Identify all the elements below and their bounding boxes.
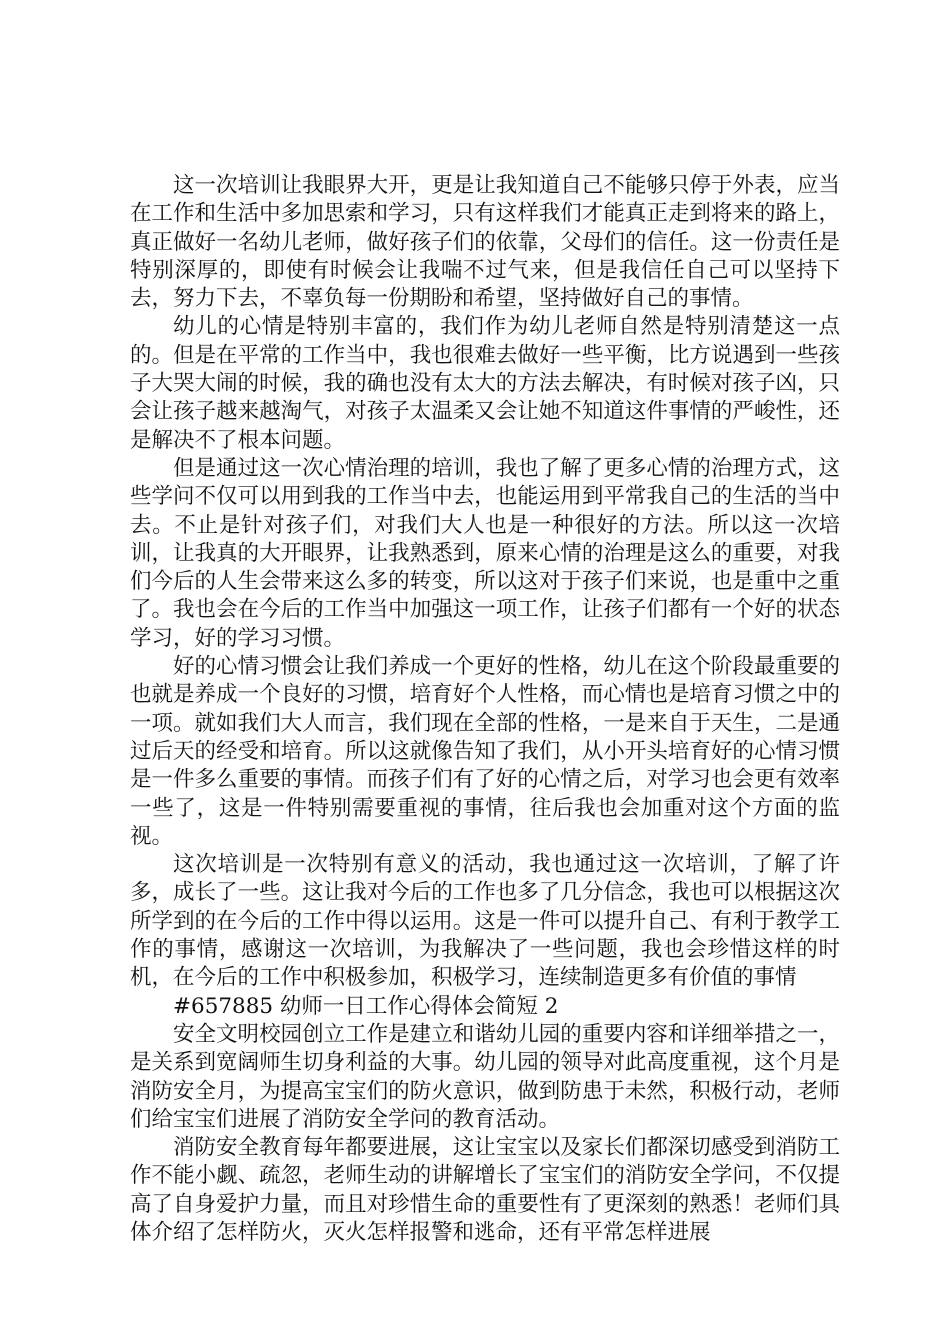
section-heading: #657885 幼师一日工作心得体会简短 2 xyxy=(173,993,559,1019)
paragraph-fire-education: 消防安全教育每年都要进展，这让宝宝以及家长们都深切感受到消防工作不能小觑、疏忽，老师生动的讲解增长了宝宝们的消防安全学问，不仅提高了自身爱护力量，而且对珍惜生命的重要性有了更深刻的熟悉！老师们具体介绍了怎样防火，灭火怎样报警和逃命，还有平常怎样进展 xyxy=(130,1135,840,1245)
paragraph-training-horizons: 这一次培训让我眼界大开，更是让我知道自己不能够只停于外表，应当在工作和生活中多加思索和学习，只有这样我们才能真正走到将来的路上，真正做好一名幼儿老师，做好孩子们的依靠，父母们的信任。这一份责任是特别深厚的，即使有时候会让我喘不过气来，但是我信任自己可以坚持下去，努力下去，不辜负每一份期盼和希望，坚持做好自己的事情。 xyxy=(130,173,840,312)
document-page xyxy=(130,172,840,1247)
paragraph-campus-safety: 安全文明校园创立工作是建立和谐幼儿园的重要内容和详细举措之一，是关系到宽阔师生切身利益的大事。幼儿园的领导对此高度重视，这个月是消防安全月，为提高宝宝们的防火意识，做到防患于未然，积极行动，老师们给宝宝们进展了消防安全学问的教育活动。 xyxy=(130,1021,840,1132)
paragraph-training-meaning: 这次培训是一次特别有意义的活动，我也通过这一次培训，了解了许多，成长了一些。这让我对今后的工作也多了几分信念，我也可以根据这次所学到的在今后的工作中得以运用。这是一件可以提升自己、有利于教学工作的事情，感谢这一次培训，为我解决了一些问题，我也会珍惜这样的时机，在今后的工作中积极参加，积极学习，连续制造更多有价值的事情 xyxy=(130,852,840,991)
paragraph-child-emotions: 幼儿的心情是特别丰富的，我们作为幼儿老师自然是特别清楚这一点的。但是在平常的工作当中，我也很难去做好一些平衡，比方说遇到一些孩子大哭大闹的时候，我的确也没有太大的方法去解决，有时候对孩子凶，只会让孩子越来越淘气，对孩子太温柔又会让她不知道这件事情的严峻性，还是解决不了根本问题。 xyxy=(130,314,840,453)
paragraph-good-habits: 好的心情习惯会让我们养成一个更好的性格，幼儿在这个阶段最重要的也就是养成一个良好的习惯，培育好个人性格，而心情也是培育习惯之中的一项。就如我们大人而言，我们现在全部的性格，一是来自于天生，二是通过后天的经受和培育。所以这就像告知了我们，从小开头培育好的心情习惯是一件多么重要的事情。而孩子们有了好的心情之后，对学习也会更有效率一些了，这是一件特别需要重视的事情，往后我也会加重对这个方面的监视。 xyxy=(130,654,840,849)
paragraph-emotion-management: 但是通过这一次心情治理的培训，我也了解了更多心情的治理方式，这些学问不仅可以用到我的工作当中去，也能运用到平常我自己的生活的当中去。不止是针对孩子们，对我们大人也是一种很好的方法。所以这一次培训，让我真的大开眼界，让我熟悉到，原来心情的治理是这么的重要，对我们今后的人生会带来这么多的转变，所以这对于孩子们来说，也是重中之重了。我也会在今后的工作当中加强这一项工作，让孩子们都有一个好的状态学习，好的学习习惯。 xyxy=(130,455,840,651)
